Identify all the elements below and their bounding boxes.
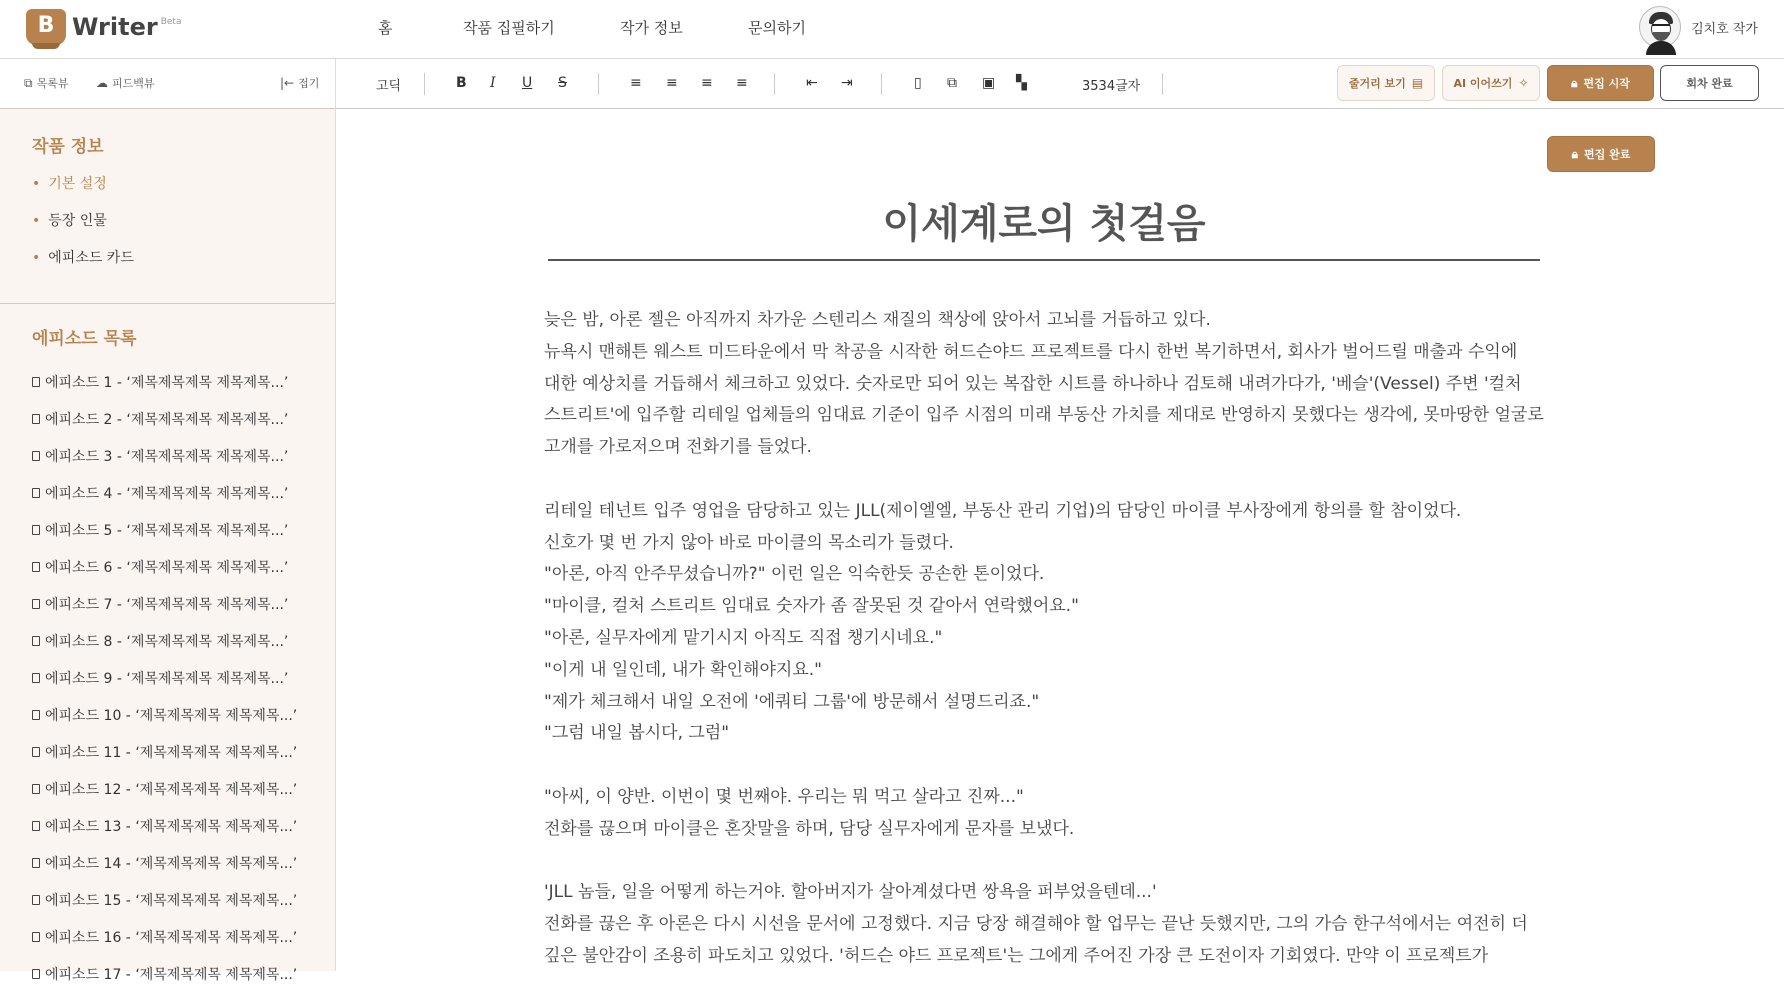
sidebar-divider (0, 303, 335, 304)
bullet-icon: • (32, 213, 41, 229)
strikethrough-button[interactable]: S (558, 75, 567, 91)
episode-complete-label: 회차 완료 (1686, 77, 1733, 90)
logo-text: Writer (72, 13, 158, 41)
document-icon (32, 932, 40, 942)
nav-write[interactable]: 작품 집필하기 (463, 19, 555, 37)
plot-view-button[interactable] (1337, 65, 1435, 101)
bullet-icon: • (32, 176, 41, 192)
document-icon (32, 562, 40, 572)
collapse-left-icon: |← (280, 76, 295, 90)
bullet-icon: • (32, 250, 41, 266)
episode-item[interactable] (32, 853, 297, 873)
bold-button[interactable]: B (456, 75, 467, 91)
text-line: "그럼 내일 봅시다, 그럼" (544, 723, 730, 744)
episode-item[interactable] (32, 705, 297, 725)
ai-continue-label: AI 이어쓰기 (1453, 77, 1513, 90)
info-item-label: 기본 설정 (48, 176, 107, 192)
text-line: "아론, 실무자에게 맡기시지 아직도 직접 챙기시네요." (544, 627, 943, 648)
document-icon (32, 710, 40, 720)
document-icon (32, 525, 40, 535)
nav-home[interactable]: 홈 (378, 19, 393, 37)
episode-item[interactable] (32, 446, 288, 466)
document-icon (32, 969, 40, 979)
toolbar-divider (598, 73, 599, 95)
episode-label: 에피소드 8 - ‘제목제목제목 제목제목...’ (45, 634, 289, 650)
editor-area (337, 109, 1784, 971)
edit-start-button[interactable] (1547, 65, 1654, 101)
paragraph (544, 496, 1544, 750)
toolbar-divider (881, 73, 882, 95)
document-body[interactable] (544, 305, 1544, 1005)
episode-item[interactable] (32, 742, 297, 762)
episode-label: 에피소드 16 - ‘제목제목제목 제목제목...’ (45, 930, 298, 946)
logo-book-icon (24, 5, 68, 49)
info-item-label: 에피소드 카드 (48, 250, 134, 266)
toolbar-divider (1162, 73, 1163, 95)
document-icon (32, 747, 40, 757)
episode-item[interactable] (32, 631, 288, 651)
profile-name[interactable]: 김치호 작가 (1691, 21, 1758, 37)
align-left-icon[interactable]: ≡ (630, 75, 642, 91)
edit-done-button[interactable] (1547, 136, 1655, 172)
text-line: 전화를 끊은 후 아론은 다시 시선을 문서에 고정했다. 지금 당장 해결해야 할 업무는 끝난 듯했지만, 그의 가슴 한구석에서는 여전히 더 (544, 914, 1528, 935)
editor-toolbar (336, 59, 1784, 109)
info-item-label: 등장 인물 (48, 213, 107, 229)
text-line: 리테일 테넌트 입주 영업을 담당하고 있는 JLL(제이엘엘, 부동산 관리 기업)의 담당인 마이클 부사장에게 항의를 할 참이었다. (544, 500, 1462, 521)
episode-item[interactable] (32, 927, 297, 947)
episode-item[interactable] (32, 594, 288, 614)
episode-label: 에피소드 7 - ‘제목제목제목 제목제목...’ (45, 597, 289, 613)
text-line: 'JLL 놈들, 일을 어떻게 하는거야. 할아버지가 살아계셨다면 쌍욕을 퍼부었을텐데...' (544, 882, 1157, 903)
episode-item[interactable] (32, 816, 297, 836)
document-icon (32, 895, 40, 905)
episode-item[interactable] (32, 668, 288, 688)
align-center-icon[interactable]: ≡ (666, 75, 678, 91)
user-profile[interactable] (1639, 6, 1758, 48)
work-info-title: 작품 정보 (32, 137, 104, 157)
episode-item[interactable] (32, 520, 288, 540)
episode-label: 에피소드 10 - ‘제목제목제목 제목제목...’ (45, 708, 298, 724)
episode-item[interactable] (32, 557, 288, 577)
episode-label: 에피소드 17 - ‘제목제목제목 제목제목...’ (45, 967, 298, 983)
feedback-view-button[interactable] (96, 75, 155, 91)
indent-decrease-icon[interactable]: ⇤ (806, 75, 818, 91)
sidebar-toolbar (0, 59, 335, 109)
italic-button[interactable]: I (490, 75, 496, 91)
document-title[interactable]: 이세계로의 첫걸음 (882, 201, 1206, 247)
document-icon (32, 451, 40, 461)
beta-badge: Beta (160, 17, 182, 27)
text-line: "아론, 아직 안주무셨습니까?" 이런 일은 익숙한듯 공손한 톤이었다. (544, 564, 1045, 585)
logo-letter: B (37, 13, 55, 38)
text-line: "마이클, 컬처 스트리트 임대료 숫자가 좀 잘못된 것 같아서 연락했어요." (544, 596, 1079, 617)
episode-label: 에피소드 4 - ‘제목제목제목 제목제목...’ (45, 486, 289, 502)
export-icon[interactable]: ▚ (1016, 75, 1027, 91)
copy-icon: ⧉ (24, 75, 33, 90)
episode-item[interactable] (32, 483, 288, 503)
collapse-label: 접기 (298, 77, 320, 90)
episode-label: 에피소드 2 - ‘제목제목제목 제목제목...’ (45, 412, 289, 428)
document-icon (32, 636, 40, 646)
document-icon (32, 784, 40, 794)
episode-label: 에피소드 11 - ‘제목제목제목 제목제목...’ (45, 745, 298, 761)
char-count: 3534글자 (1082, 79, 1141, 94)
edit-start-label: 편집 시작 (1583, 77, 1630, 90)
list-view-label: 목록뷰 (36, 77, 69, 90)
episode-label: 에피소드 3 - ‘제목제목제목 제목제목...’ (45, 449, 289, 465)
align-right-icon[interactable]: ≡ (701, 75, 713, 91)
episode-item[interactable] (32, 890, 297, 910)
mobile-preview-icon[interactable]: ▯ (914, 75, 922, 91)
text-line: 깊은 불안감이 조용히 파도치고 있었다. '허드슨 야드 프로젝트'는 그에게 주어진 가장 큰 도전이자 기회였다. 만약 이 프로젝트가 (544, 945, 1489, 966)
episode-item[interactable] (32, 372, 288, 392)
document-icon (32, 821, 40, 831)
align-justify-icon[interactable]: ≡ (736, 75, 748, 91)
toolbar-divider (424, 73, 425, 95)
text-line: 신호가 몇 번 가지 않아 바로 마이클의 목소리가 들렸다. (544, 532, 954, 553)
document-icon (32, 673, 40, 683)
text-line: 전화를 끊으며 마이클은 혼잣말을 하며, 담당 실무자에게 문자를 보냈다. (544, 818, 1075, 839)
document-icon (32, 377, 40, 387)
paragraph (544, 305, 1544, 464)
episode-label: 에피소드 14 - ‘제목제목제목 제목제목...’ (45, 856, 298, 872)
episode-item[interactable] (32, 779, 297, 799)
feedback-view-label: 피드백뷰 (112, 77, 155, 90)
top-nav (0, 0, 1784, 59)
episode-list-title: 에피소드 목록 (32, 329, 137, 349)
text-line: 스트리트'에 입주할 리테일 업체들의 임대료 기준이 입주 시점의 미래 부동산 가치를 제대로 반영하지 못했다는 생각에, 못마땅한 얼굴로 (544, 405, 1544, 426)
text-line: 뉴욕시 맨해튼 웨스트 미드타운에서 막 착공을 시작한 허드슨야드 프로젝트를 다시 한번 복기하면서, 회사가 벌어드릴 매출과 수익에 (544, 341, 1518, 362)
edit-done-label: 편집 완료 (1584, 148, 1631, 161)
text-line: 대한 예상치를 거듭해서 체크하고 있었다. 숫자로만 되어 있는 복잡한 시트를 하나하나 검토해 내려가다가, '베슬'(Vessel) 주변 '컬처 (544, 373, 1522, 394)
document-icon (32, 414, 40, 424)
episode-label: 에피소드 13 - ‘제목제목제목 제목제목...’ (45, 819, 298, 835)
episode-item[interactable] (32, 409, 288, 429)
document-icon: ▤ (1411, 76, 1424, 90)
nav-author-info[interactable]: 작가 정보 (620, 19, 683, 37)
indent-increase-icon[interactable]: ⇥ (841, 75, 853, 91)
app-logo[interactable] (24, 5, 181, 49)
lock-icon: 🔒︎ (1571, 75, 1578, 90)
ai-continue-button[interactable] (1442, 65, 1540, 101)
cloud-icon: ☁ (96, 76, 108, 90)
text-line: "제가 체크해서 내일 오전에 '에쿼티 그룹'에 방문해서 설명드리죠." (544, 691, 1040, 712)
list-view-button[interactable] (24, 75, 68, 91)
episode-label: 에피소드 15 - ‘제목제목제목 제목제목...’ (45, 893, 298, 909)
episode-label: 에피소드 1 - ‘제목제목제목 제목제목...’ (45, 375, 289, 391)
episode-label: 에피소드 9 - ‘제목제목제목 제목제목...’ (45, 671, 289, 687)
episode-item[interactable] (32, 964, 297, 984)
document-icon (32, 599, 40, 609)
lock-icon: 🔒︎ (1571, 146, 1579, 161)
text-line: "이게 내 일인데, 내가 확인해야지요." (544, 659, 822, 680)
paragraph (544, 877, 1544, 972)
nav-contact[interactable]: 문의하기 (748, 19, 806, 37)
text-line: "아씨, 이 양반. 이번이 몇 번째야. 우리는 뭐 먹고 살라고 진짜..." (544, 786, 1024, 807)
text-line: 고개를 가로저으며 전화기를 들었다. (544, 437, 812, 458)
save-icon[interactable]: ▣ (982, 75, 996, 91)
avatar[interactable] (1639, 6, 1681, 48)
info-item-basic-settings[interactable] (32, 173, 107, 193)
underline-button[interactable]: U (522, 75, 533, 91)
document-icon (32, 858, 40, 868)
title-divider (548, 259, 1540, 261)
text-line: 늦은 밤, 아론 젤은 아직까지 차가운 스텐리스 재질의 책상에 앉아서 고뇌를 거듭하고 있다. (544, 310, 1211, 330)
font-select[interactable]: 고딕 (376, 79, 402, 94)
collapse-button[interactable] (280, 75, 319, 91)
magic-wand-icon: ✧ (1518, 76, 1529, 90)
info-item-characters[interactable] (32, 210, 107, 230)
episode-complete-button[interactable] (1660, 65, 1759, 101)
paragraph (544, 782, 1544, 846)
sidebar (0, 59, 336, 983)
episode-label: 에피소드 5 - ‘제목제목제목 제목제목...’ (45, 523, 289, 539)
info-item-episode-cards[interactable] (32, 247, 134, 267)
copy-icon[interactable]: ⧉ (947, 75, 957, 91)
episode-label: 에피소드 6 - ‘제목제목제목 제목제목...’ (45, 560, 289, 576)
episode-label: 에피소드 12 - ‘제목제목제목 제목제목...’ (45, 782, 298, 798)
plot-view-label: 줄거리 보기 (1348, 77, 1406, 90)
toolbar-divider (774, 73, 775, 95)
document-icon (32, 488, 40, 498)
